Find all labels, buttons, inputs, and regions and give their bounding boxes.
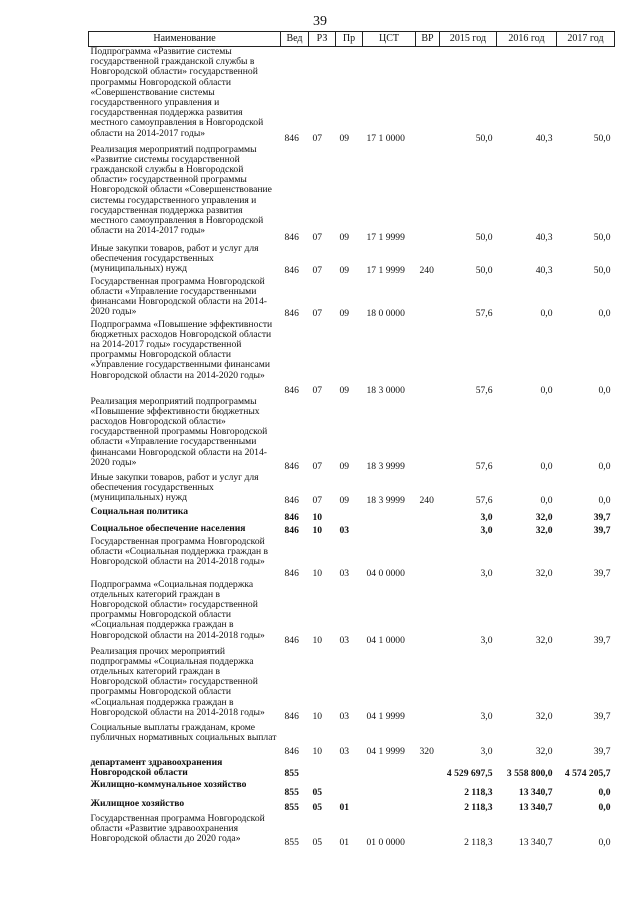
cell-ved: 846 [284, 133, 299, 145]
cell-2017: 4 574 205,7 [564, 768, 611, 780]
cell-rz: 07 [312, 133, 323, 145]
table-row [89, 758, 615, 780]
cell-rz: 07 [312, 495, 323, 507]
cell-vr: 240 [419, 265, 434, 277]
cell-pr: 03 [339, 568, 350, 580]
header-vr: ВР [416, 32, 440, 47]
cell-2016: 40,3 [535, 133, 553, 145]
cell-2017: 50,0 [593, 265, 611, 277]
cell-pr: 09 [339, 265, 350, 277]
cell-2015: 57,6 [475, 495, 493, 507]
cell-vr [416, 580, 440, 647]
page-number: 39 [313, 14, 327, 29]
cell-cst: 17 1 0000 [366, 133, 405, 145]
cell-name: Социальная политика [90, 505, 189, 517]
table-row [89, 537, 615, 580]
cell-ved: 846 [284, 746, 299, 758]
cell-vr [416, 277, 440, 320]
cell-pr: 01 [339, 802, 350, 814]
cell-cst: 04 1 0000 [366, 635, 405, 647]
cell-vr [416, 397, 440, 473]
table-body [89, 47, 615, 849]
cell-name: Реализация прочих мероприятий подпрограммы «Социальная поддержка отдельных категорий граждан в Новгородской области» государственной программы Новгородской области «Социальная поддержка граждан в Новгородской области на 2014-2018 годы» [90, 645, 265, 718]
cell-cst: 04 1 9999 [366, 711, 405, 723]
cell-2015: 50,0 [475, 232, 493, 244]
cell-ved: 855 [284, 787, 299, 799]
cell-vr [416, 814, 440, 849]
cell-2017: 39,7 [593, 512, 611, 524]
cell-cst [363, 780, 416, 799]
cell-pr [336, 507, 363, 524]
header-2016: 2016 год [497, 32, 557, 47]
cell-2016: 0,0 [540, 461, 553, 473]
cell-name: Государственная программа Новгородской области «Развитие здравоохранения Новгородской области до 2020 года» [90, 812, 265, 844]
cell-name: Государственная программа Новгородской области «Управление государственными финансами Новгородской области на 2014-2020 годы» [90, 275, 267, 318]
cell-2016: 32,0 [535, 746, 553, 758]
cell-ved: 846 [284, 711, 299, 723]
cell-vr [416, 799, 440, 814]
cell-cst: 04 0 0000 [366, 568, 405, 580]
cell-2015: 3,0 [480, 512, 493, 524]
cell-name: Жилищное хозяйство [90, 797, 185, 809]
cell-name: департамент здравоохранения Новгородской области [90, 756, 223, 778]
cell-2017: 39,7 [593, 525, 611, 537]
cell-vr [416, 537, 440, 580]
cell-ved: 846 [284, 525, 299, 537]
cell-2016: 32,0 [535, 512, 553, 524]
cell-pr: 03 [339, 711, 350, 723]
cell-2016: 0,0 [540, 495, 553, 507]
table-row [89, 397, 615, 473]
cell-2017: 39,7 [593, 568, 611, 580]
table-row [89, 814, 615, 849]
cell-2017: 0,0 [598, 385, 611, 397]
cell-2016: 40,3 [535, 265, 553, 277]
cell-2015: 3,0 [480, 711, 493, 723]
cell-2016: 0,0 [540, 385, 553, 397]
cell-vr [416, 524, 440, 537]
table-row [89, 507, 615, 524]
cell-name: Иные закупки товаров, работ и услуг для обеспечения государственных (муниципальных) нужд [90, 471, 259, 503]
cell-vr: 240 [419, 495, 434, 507]
cell-pr: 09 [339, 308, 350, 320]
cell-2016: 13 340,7 [518, 802, 553, 814]
cell-pr: 03 [339, 635, 350, 647]
cell-2015: 2 118,3 [464, 787, 493, 799]
cell-2017: 0,0 [598, 787, 611, 799]
cell-cst [363, 758, 416, 780]
cell-2017: 0,0 [598, 495, 611, 507]
table-row [89, 524, 615, 537]
cell-ved: 846 [284, 308, 299, 320]
cell-2017: 0,0 [598, 308, 611, 320]
cell-2017: 0,0 [598, 802, 611, 814]
cell-rz: 07 [312, 265, 323, 277]
cell-cst: 04 1 9999 [366, 746, 405, 758]
cell-2015: 50,0 [475, 133, 493, 145]
cell-vr [416, 320, 440, 397]
header-2015: 2015 год [440, 32, 497, 47]
cell-pr [336, 780, 363, 799]
cell-name: Иные закупки товаров, работ и услуг для обеспечения государственных (муниципальных) нужд [90, 242, 259, 274]
cell-2016: 13 340,7 [518, 787, 553, 799]
table-row [89, 799, 615, 814]
cell-2015: 2 118,3 [464, 837, 493, 849]
cell-rz: 07 [312, 308, 323, 320]
cell-vr [416, 47, 440, 145]
cell-rz: 05 [312, 802, 323, 814]
cell-ved: 846 [284, 495, 299, 507]
cell-name: Подпрограмма «Развитие системы государственной гражданской службы в Новгородской области» государственной программы Новгородской области «Совершенствование системы государственного управления и государственная поддержка развития местного самоуправления в Новгородской области на 2014-2017 годы» [90, 46, 264, 139]
table-row [89, 647, 615, 723]
cell-pr: 01 [339, 837, 350, 849]
cell-cst [363, 799, 416, 814]
cell-name: Социальное обеспечение населения [90, 522, 246, 534]
cell-cst: 18 3 9999 [366, 495, 405, 507]
cell-cst: 18 3 9999 [366, 461, 405, 473]
table-row [89, 145, 615, 244]
cell-pr: 09 [339, 133, 350, 145]
cell-rz: 10 [312, 512, 323, 524]
cell-vr: 320 [419, 746, 434, 758]
table-header-row [89, 32, 615, 47]
cell-rz: 10 [312, 568, 323, 580]
header-rz: РЗ [309, 32, 336, 47]
cell-2017: 50,0 [593, 133, 611, 145]
cell-2016: 40,3 [535, 232, 553, 244]
cell-2016: 32,0 [535, 711, 553, 723]
cell-vr [416, 507, 440, 524]
cell-rz: 07 [312, 385, 323, 397]
cell-2015: 3,0 [480, 525, 493, 537]
cell-pr: 09 [339, 461, 350, 473]
cell-cst: 18 0 0000 [366, 308, 405, 320]
cell-2017: 0,0 [598, 837, 611, 849]
cell-rz: 07 [312, 461, 323, 473]
cell-rz: 05 [312, 837, 323, 849]
table-row [89, 277, 615, 320]
cell-2015: 3,0 [480, 635, 493, 647]
cell-2015: 3,0 [480, 746, 493, 758]
cell-cst: 01 0 0000 [366, 837, 405, 849]
cell-ved: 855 [284, 768, 299, 780]
cell-pr: 09 [339, 232, 350, 244]
cell-pr [336, 758, 363, 780]
cell-name: Подпрограмма «Повышение эффективности бюджетных расходов Новгородской области на 2014-2017 годы» государственной программы Новгородской области «Управление государственными финансами Новгородской области на 2014-2020 годы» [90, 318, 273, 381]
table-row [89, 723, 615, 758]
cell-2016: 0,0 [540, 308, 553, 320]
cell-name: Подпрограмма «Социальная поддержка отдельных категорий граждан в Новгородской области» государственной программы Новгородской области «Социальная поддержка граждан в Новгородской области на 2014-2018 годы» [90, 578, 265, 641]
cell-pr: 03 [339, 525, 350, 537]
cell-2016: 32,0 [535, 568, 553, 580]
cell-name: Государственная программа Новгородской области «Социальная поддержка граждан в Новгородской области на 2014-2018 годы» [90, 535, 269, 567]
cell-cst [363, 507, 416, 524]
cell-pr: 03 [339, 746, 350, 758]
cell-pr: 09 [339, 495, 350, 507]
cell-ved: 855 [284, 837, 299, 849]
cell-ved: 846 [284, 512, 299, 524]
cell-ved: 846 [284, 635, 299, 647]
cell-ved: 846 [284, 265, 299, 277]
header-2017: 2017 год [557, 32, 615, 47]
table-row [89, 47, 615, 145]
cell-2015: 57,6 [475, 308, 493, 320]
header-name: Наименование [89, 32, 281, 47]
cell-rz: 10 [312, 635, 323, 647]
cell-name: Жилищно-коммунальное хозяйство [90, 778, 247, 790]
cell-pr: 09 [339, 385, 350, 397]
cell-name: Реализация мероприятий подпрограммы «Повышение эффективности бюджетных расходов Новгородской области» государственной программы Новгородской области «Управление государственными финансами Новгородской области на 2014-2020 годы» [90, 395, 268, 468]
cell-2017: 0,0 [598, 461, 611, 473]
cell-cst: 17 1 9999 [366, 232, 405, 244]
cell-2016: 3 558 800,0 [506, 768, 553, 780]
cell-cst: 17 1 9999 [366, 265, 405, 277]
cell-rz: 10 [312, 711, 323, 723]
table-row [89, 320, 615, 397]
cell-ved: 846 [284, 461, 299, 473]
cell-name: Социальные выплаты гражданам, кроме публичных нормативных социальных выплат [90, 721, 277, 743]
cell-2015: 50,0 [475, 265, 493, 277]
cell-name: Реализация мероприятий подпрограммы «Развитие системы государственной гражданской службы в Новгородской области» государственной программы Новгородской области «Совершенствование системы государственного управления и государственная поддержка развития местного самоуправления в Новгородской области на 2014-2017 годы» [90, 143, 272, 237]
budget-table [88, 31, 615, 849]
cell-2016: 13 340,7 [518, 837, 553, 849]
cell-2015: 57,6 [475, 461, 493, 473]
cell-2015: 4 529 697,5 [446, 768, 493, 780]
cell-cst: 18 3 0000 [366, 385, 405, 397]
cell-rz: 07 [312, 232, 323, 244]
cell-rz [309, 758, 336, 780]
cell-ved: 855 [284, 802, 299, 814]
cell-ved: 846 [284, 568, 299, 580]
cell-rz: 10 [312, 746, 323, 758]
table-row [89, 580, 615, 647]
cell-vr [416, 758, 440, 780]
cell-vr [416, 145, 440, 244]
table-row [89, 244, 615, 277]
cell-2017: 39,7 [593, 635, 611, 647]
cell-2016: 32,0 [535, 635, 553, 647]
cell-vr [416, 780, 440, 799]
cell-rz: 05 [312, 787, 323, 799]
header-ved: Вед [281, 32, 309, 47]
cell-rz: 10 [312, 525, 323, 537]
cell-2015: 57,6 [475, 385, 493, 397]
cell-cst [363, 524, 416, 537]
cell-ved: 846 [284, 385, 299, 397]
table-row [89, 473, 615, 507]
header-pr: Пр [336, 32, 363, 47]
cell-2015: 2 118,3 [464, 802, 493, 814]
header-cst: ЦСТ [363, 32, 416, 47]
cell-2015: 3,0 [480, 568, 493, 580]
cell-2017: 39,7 [593, 711, 611, 723]
cell-2017: 39,7 [593, 746, 611, 758]
cell-ved: 846 [284, 232, 299, 244]
cell-2016: 32,0 [535, 525, 553, 537]
cell-2017: 50,0 [593, 232, 611, 244]
table-row [89, 780, 615, 799]
cell-vr [416, 647, 440, 723]
